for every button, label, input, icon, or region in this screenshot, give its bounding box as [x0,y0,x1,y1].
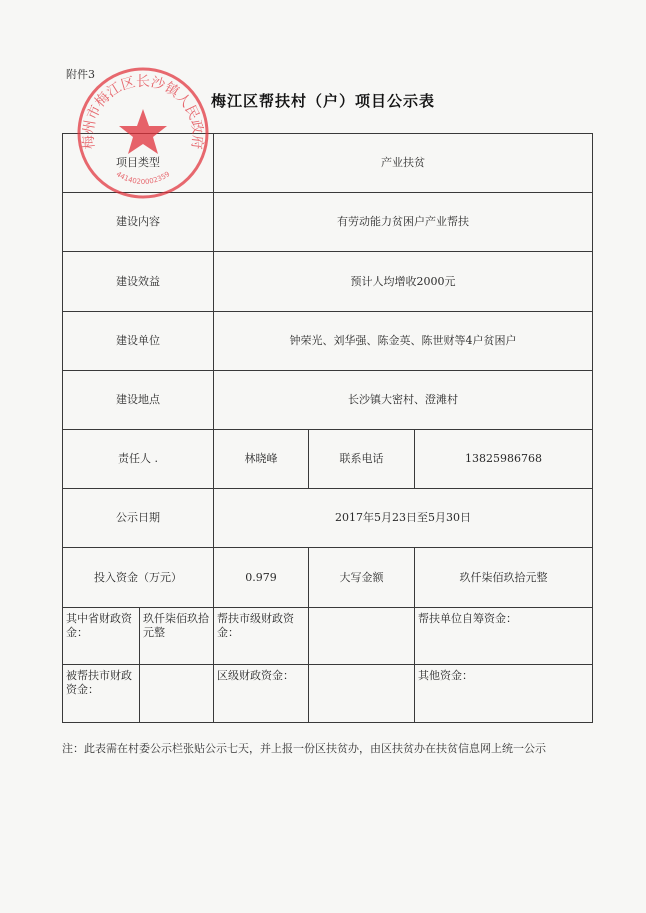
row-investment [63,548,593,607]
row-funds-1 [63,607,593,665]
responsible-label: 责任人 . [63,430,214,489]
aid-unit-funds-label: 帮扶单位自筹资金： [415,607,593,665]
row-project-type [63,134,593,193]
date-label: 公示日期 [63,489,214,548]
aided-city-funds-label: 被帮扶市财政资金： [63,665,140,723]
row-benefit [63,252,593,311]
phone-label: 联系电话 [309,430,415,489]
district-funds-value [309,665,415,723]
investment-label: 投入资金（万元） [63,548,214,607]
project-type-value: 产业扶贫 [214,134,593,193]
location-label: 建设地点 [63,370,214,429]
project-table [62,133,593,723]
row-date [63,489,593,548]
project-type-label: 项目类型 [63,134,214,193]
provincial-funds-value: 玖仟柒佰玖拾元整 [140,607,214,665]
provincial-funds-label: 其中省财政资金： [63,607,140,665]
district-funds-label: 区级财政资金： [214,665,309,723]
row-unit [63,311,593,370]
other-funds-label: 其他资金： [415,665,593,723]
investment-value: 0.979 [214,548,309,607]
aided-city-funds-value [140,665,214,723]
row-responsible [63,430,593,489]
capital-value: 玖仟柒佰玖拾元整 [415,548,593,607]
footer-note: 注：此表需在村委公示栏张贴公示七天，并上报一份区扶贫办，由区扶贫办在扶贫信息网上统一公示 [62,742,546,755]
row-content [63,193,593,252]
benefit-label: 建设效益 [63,252,214,311]
city-aid-funds-value [309,607,415,665]
capital-label: 大写金额 [309,548,415,607]
phone-value: 13825986768 [415,430,593,489]
row-location [63,370,593,429]
seal-text: 梅州市梅江区长沙镇人民政府 [80,73,206,151]
seal-number: 4414020002359 [114,170,172,186]
city-aid-funds-label: 帮扶市级财政资金： [214,607,309,665]
page-title: 梅江区帮扶村（户）项目公示表 [210,92,435,110]
unit-value: 钟荣光、刘华强、陈金英、陈世财等4户贫困户 [214,311,593,370]
row-funds-2 [63,665,593,723]
content-value: 有劳动能力贫困户产业帮扶 [214,193,593,252]
benefit-value: 预计人均增收2000元 [214,252,593,311]
responsible-value: 林晓峰 [214,430,309,489]
attachment-label: 附件3 [66,68,95,81]
unit-label: 建设单位 [63,311,214,370]
location-value: 长沙镇大密村、澄滩村 [214,370,593,429]
content-label: 建设内容 [63,193,214,252]
date-value: 2017年5月23日至5月30日 [214,489,593,548]
